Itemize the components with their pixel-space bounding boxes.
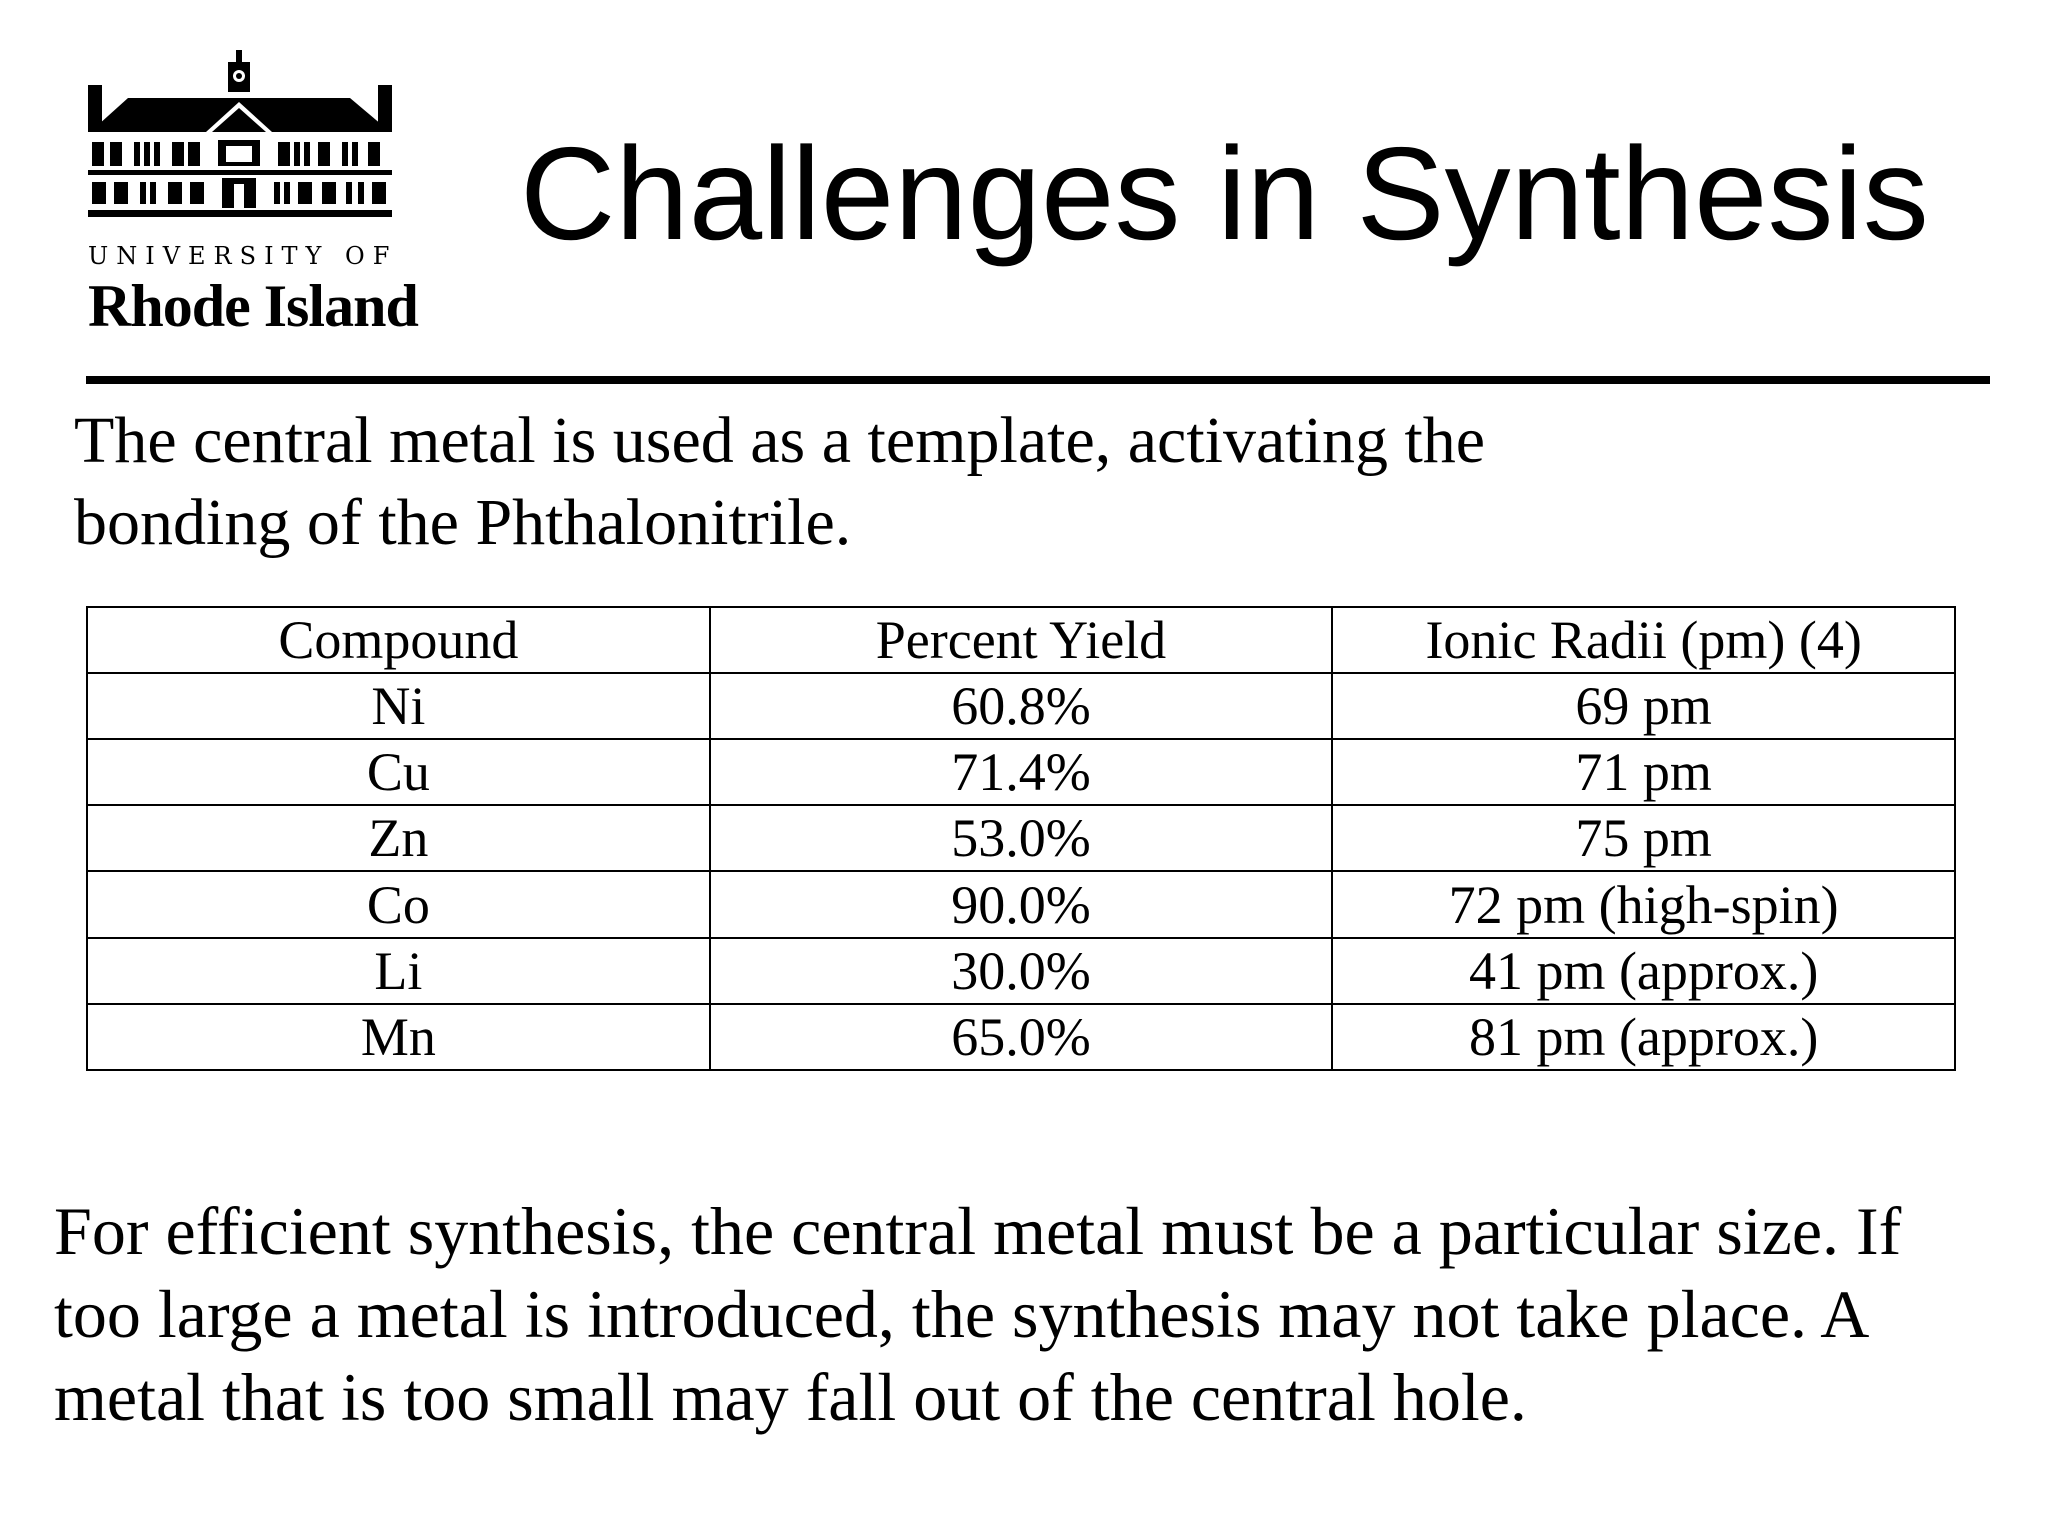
table-header-row (87, 607, 1955, 673)
logo-rhode-island: Rhode Island (88, 273, 418, 339)
cell-compound: Li (87, 938, 710, 1004)
cell-percent-yield: 60.8% (710, 673, 1333, 739)
table-row (87, 871, 1955, 937)
table-row (87, 673, 1955, 739)
table-row (87, 938, 1955, 1004)
cell-ionic-radii: 72 pm (high-spin) (1332, 871, 1955, 937)
cell-compound: Co (87, 871, 710, 937)
cell-percent-yield: 65.0% (710, 1004, 1333, 1070)
cell-compound: Zn (87, 805, 710, 871)
outro-text: For efficient synthesis, the central metal must be a particular size. If too large a metal is introduced, the synthesis may not take place. A metal that is too small may fall out of the central hole. (54, 1193, 1902, 1435)
cell-ionic-radii: 81 pm (approx.) (1332, 1004, 1955, 1070)
cell-compound: Mn (87, 1004, 710, 1070)
cell-percent-yield: 71.4% (710, 739, 1333, 805)
yield-table (86, 606, 1956, 1071)
table-row (87, 805, 1955, 871)
cell-compound: Cu (87, 739, 710, 805)
header-compound: Compound (87, 607, 710, 673)
cell-ionic-radii: 41 pm (approx.) (1332, 938, 1955, 1004)
table-row (87, 739, 1955, 805)
page-title: Challenges in Synthesis (520, 120, 1929, 267)
cell-percent-yield: 30.0% (710, 938, 1333, 1004)
university-logo (88, 50, 418, 340)
header-percent-yield: Percent Yield (710, 607, 1333, 673)
cell-ionic-radii: 69 pm (1332, 673, 1955, 739)
intro-text: The central metal is used as a template, activating the bonding of the Phthalonitrile. (74, 404, 1486, 559)
cell-percent-yield: 53.0% (710, 805, 1333, 871)
cell-compound: Ni (87, 673, 710, 739)
cell-ionic-radii: 75 pm (1332, 805, 1955, 871)
building-icon (88, 50, 398, 240)
header-ionic-radii: Ionic Radii (pm) (4) (1332, 607, 1955, 673)
cell-ionic-radii: 71 pm (1332, 739, 1955, 805)
table-row (87, 1004, 1955, 1070)
title-divider (86, 376, 1990, 384)
logo-university-of: UNIVERSITY OF (88, 242, 398, 270)
cell-percent-yield: 90.0% (710, 871, 1333, 937)
